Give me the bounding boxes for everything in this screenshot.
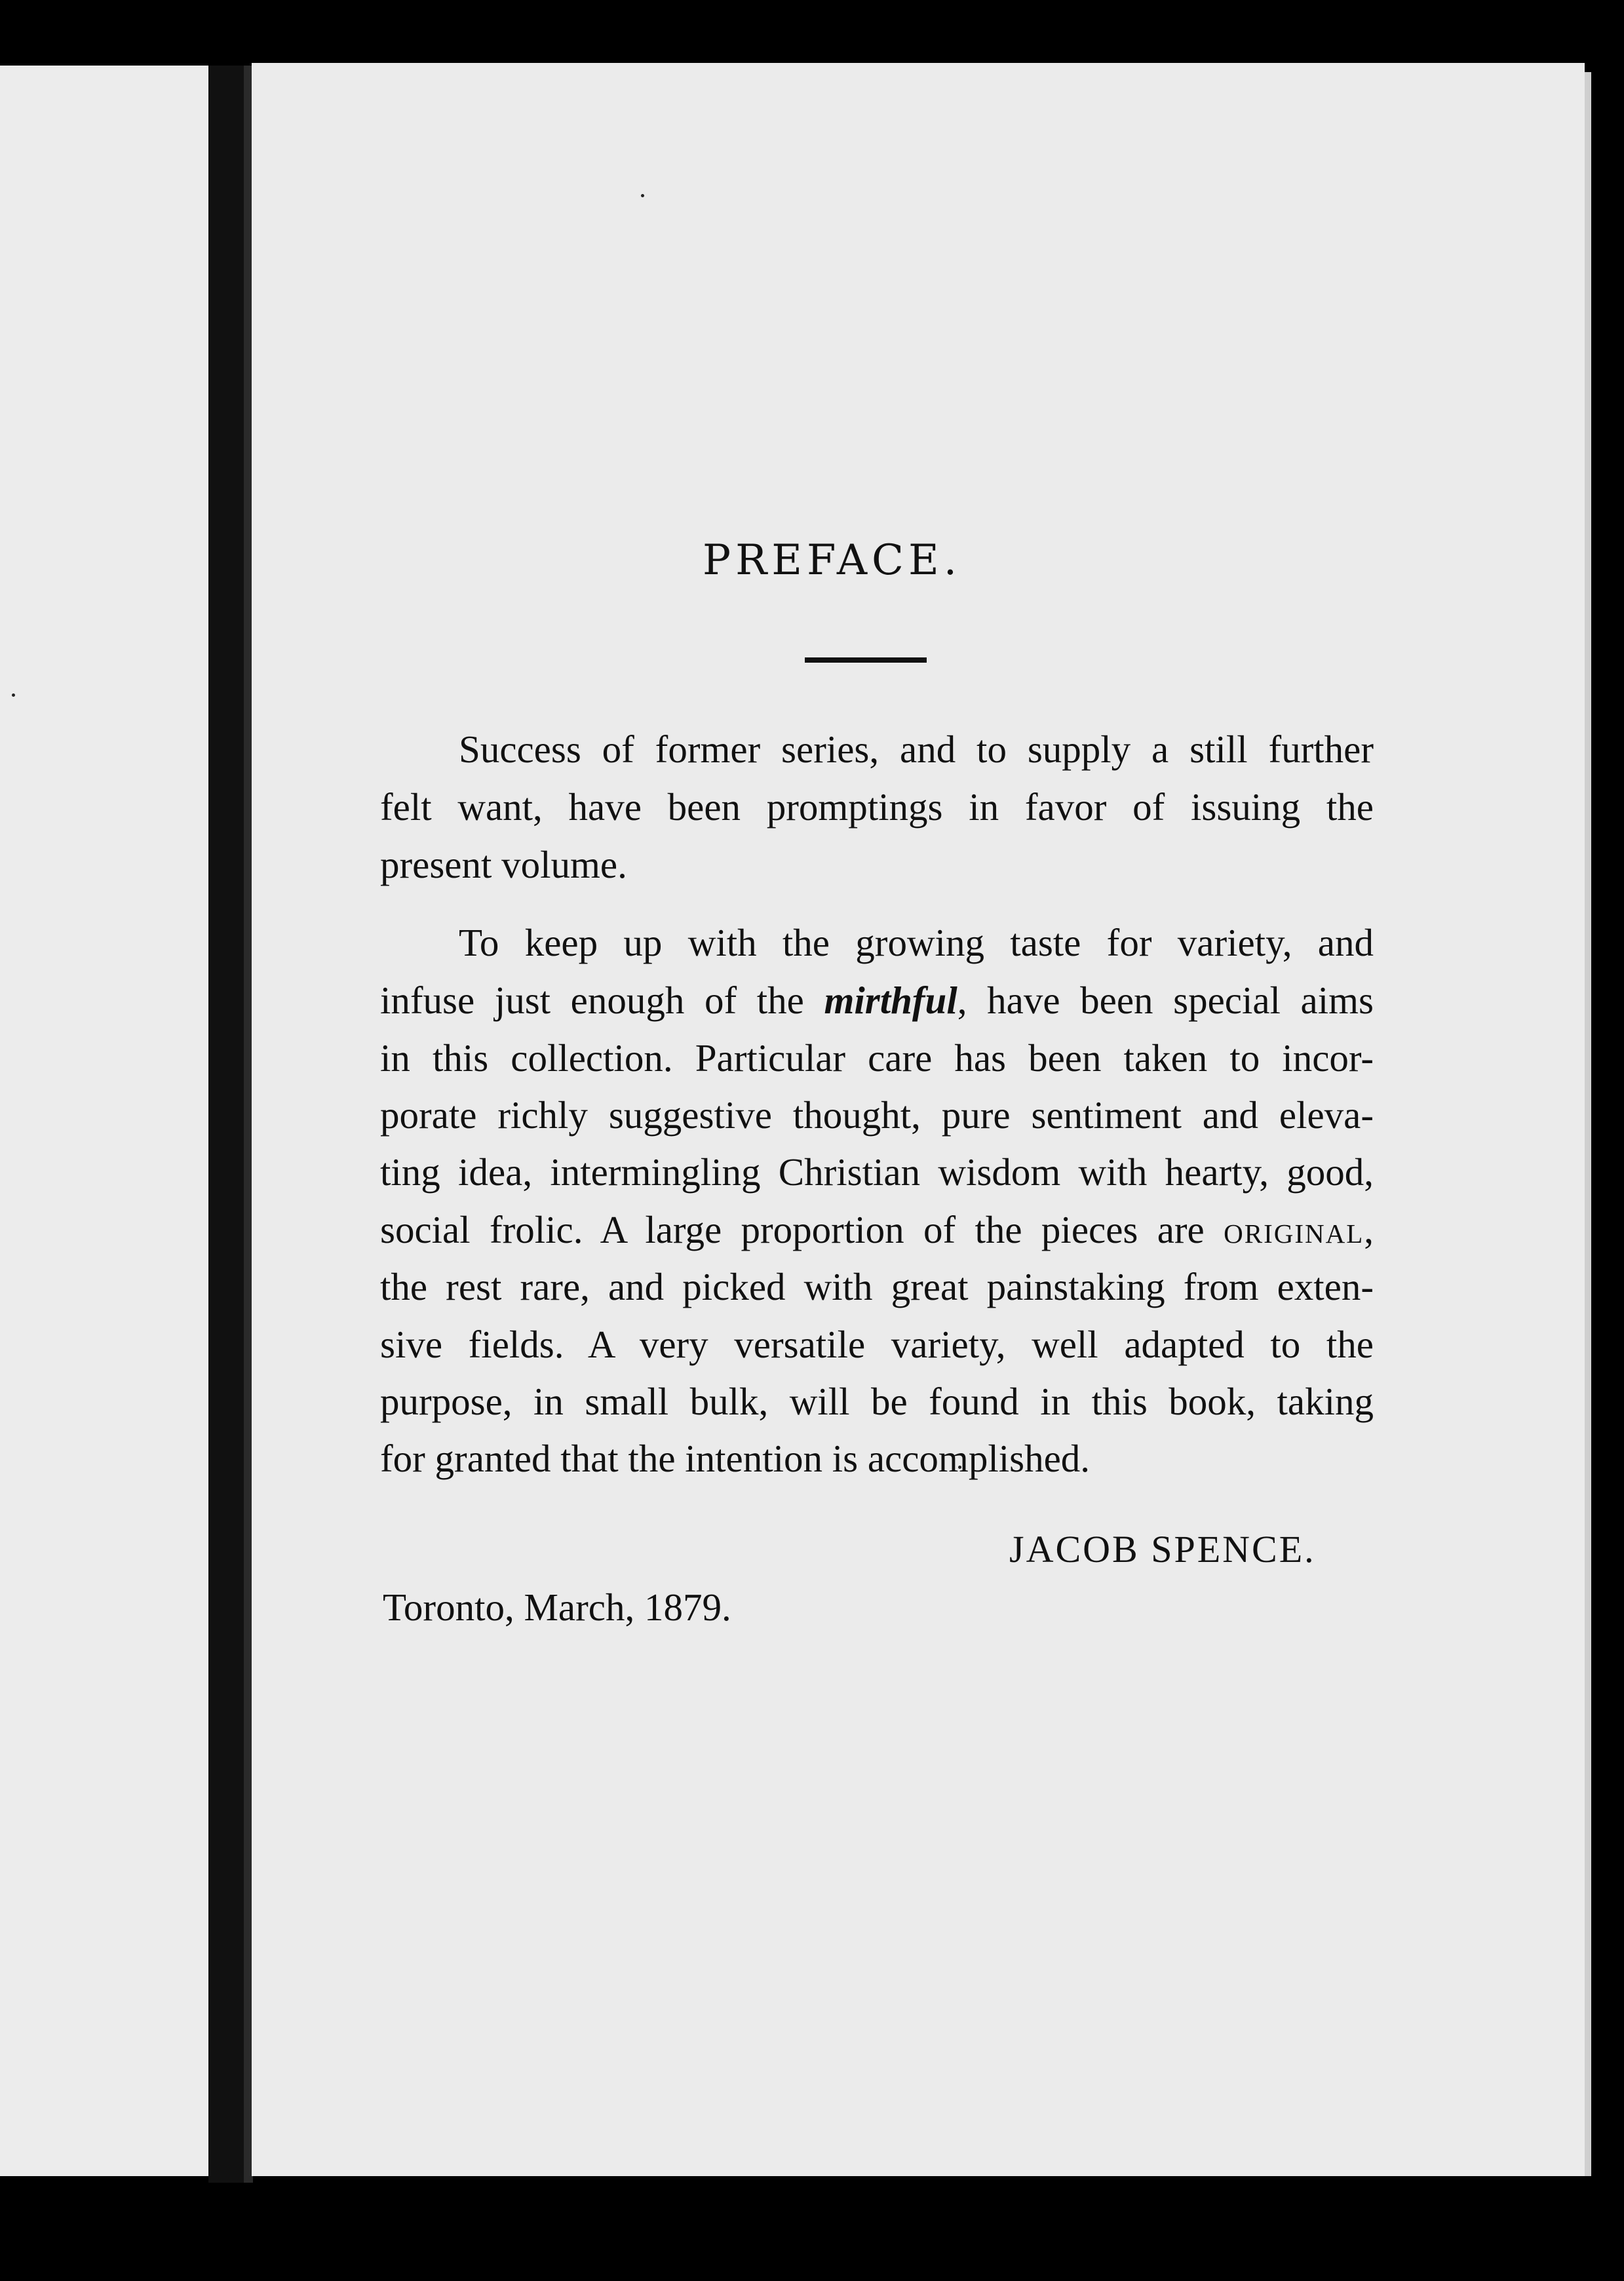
paragraph-2-line-1: To keep up with the growing taste for variety, and bbox=[459, 921, 1374, 964]
author-signature: JACOB SPENCE. bbox=[1009, 1528, 1316, 1570]
print-speck bbox=[12, 693, 15, 697]
paragraph-2-line-6 bbox=[380, 1203, 1374, 1257]
left-page-edge bbox=[0, 66, 208, 2176]
paragraph-1-line-2: felt want, have been promptings in favor of issuing the bbox=[380, 785, 1374, 829]
paragraph-1-line-1: Success of former series, and to supply a still further bbox=[459, 728, 1374, 771]
paragraph-2-line-7: the rest rare, and picked with great painstaking from exten- bbox=[380, 1265, 1374, 1308]
paragraph-2-line-3: in this collection. Particular care has been taken to incor- bbox=[380, 1036, 1374, 1080]
text-span: infuse just enough of the bbox=[380, 979, 824, 1022]
text-span: , bbox=[1364, 1208, 1374, 1251]
place-and-date: Toronto, March, 1879. bbox=[383, 1586, 731, 1629]
book-gutter bbox=[208, 66, 248, 2183]
print-speck bbox=[641, 194, 644, 197]
text-span: , have been special aims bbox=[957, 979, 1374, 1022]
paragraph-2-line-8: sive fields. A very versatile variety, well adapted to the bbox=[380, 1323, 1374, 1366]
paragraph-2-line-4: porate richly suggestive thought, pure sentiment and eleva- bbox=[380, 1093, 1374, 1137]
page-right-edge bbox=[1585, 72, 1591, 2176]
paragraph-1-line-3: present volume. bbox=[380, 843, 627, 886]
paragraph-2-line-10: for granted that the intention is accomplished. bbox=[380, 1437, 1091, 1480]
title-rule bbox=[805, 657, 927, 663]
paragraph-2-line-9: purpose, in small bulk, will be found in this book, taking bbox=[380, 1380, 1374, 1423]
paragraph-2-line-5: ting idea, intermingling Christian wisdom with hearty, good, bbox=[380, 1150, 1374, 1194]
text-span: social frolic. A large proportion of the pieces are bbox=[380, 1208, 1224, 1251]
paragraph-2-line-2 bbox=[380, 973, 1374, 1027]
emphasized-word: mirthful bbox=[824, 979, 957, 1022]
page-title: PREFACE. bbox=[703, 536, 962, 585]
small-caps-word: original bbox=[1224, 1208, 1364, 1251]
